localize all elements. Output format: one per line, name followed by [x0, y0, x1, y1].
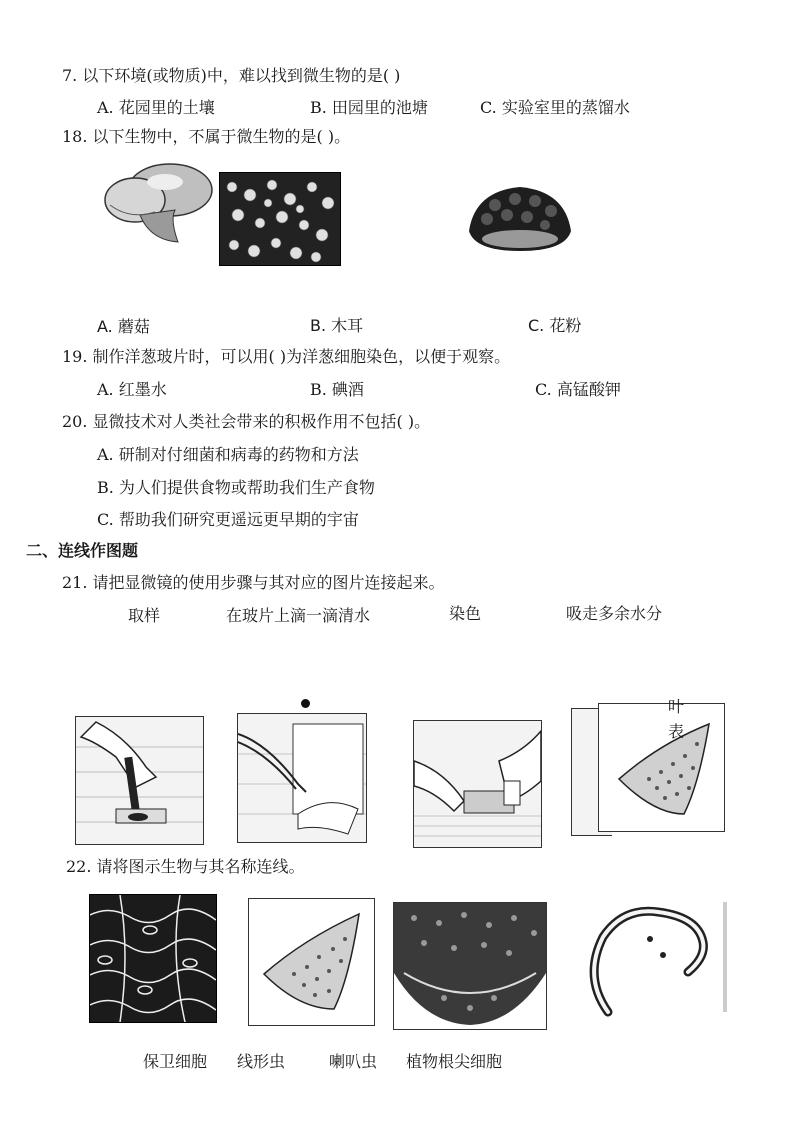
- q21-picture-tweezers[interactable]: [237, 713, 367, 843]
- q20-option-c[interactable]: C. 帮助我们研究更遥远更早期的宇宙: [97, 510, 359, 529]
- q21-picture-cells[interactable]: [598, 703, 725, 832]
- section-title: 二、连线作图题: [26, 541, 139, 560]
- q21-stem: 21. 请把显微镜的使用步骤与其对应的图片连接起来。: [62, 573, 445, 592]
- q21-step-1[interactable]: 取样: [128, 606, 161, 625]
- q17-option-b[interactable]: B. 田园里的池塘: [310, 98, 428, 117]
- q22-picture-nematode[interactable]: [578, 897, 728, 1017]
- mushroom-image: [100, 160, 216, 245]
- q21-overlay-char-2: 表: [668, 722, 685, 741]
- q20-stem: 20. 显微技术对人类社会带来的积极作用不包括( )。: [62, 412, 431, 431]
- q17-option-a[interactable]: A. 花园里的土壤: [97, 98, 215, 117]
- q19-option-c[interactable]: C. 高锰酸钾: [535, 380, 621, 399]
- q21-step-4[interactable]: 吸走多余水分: [566, 604, 663, 623]
- q22-name-2[interactable]: 线形虫: [237, 1052, 286, 1071]
- q21-step-3[interactable]: 染色: [449, 604, 482, 623]
- q20-option-b[interactable]: B. 为人们提供食物或帮助我们生产食物: [97, 478, 375, 497]
- q22-stem: 22. 请将图示生物与其名称连线。: [66, 857, 305, 876]
- q21-picture-dropper[interactable]: [75, 716, 204, 845]
- q19-stem: 19. 制作洋葱玻片时，可以用( )为洋葱细胞染色，以便于观察。: [62, 347, 511, 366]
- q18-option-b[interactable]: B. 木耳: [310, 316, 364, 335]
- q20-option-a[interactable]: A. 研制对付细菌和病毒的药物和方法: [97, 445, 359, 464]
- q22-name-3[interactable]: 喇叭虫: [329, 1052, 378, 1071]
- q22-picture-trumpet-animal[interactable]: [248, 898, 375, 1026]
- q21-step-2[interactable]: 在玻片上滴一滴清水: [226, 606, 371, 625]
- q18-option-a[interactable]: A. 蘑菇: [97, 317, 150, 336]
- dot-marker: [301, 699, 310, 708]
- q19-option-b[interactable]: B. 碘酒: [310, 380, 364, 399]
- q21-picture-blotting[interactable]: [413, 720, 542, 848]
- wood-ear-image: [219, 172, 341, 266]
- q17-stem: 7. 以下环境(或物质)中，难以找到微生物的是( ): [62, 66, 401, 85]
- q22-name-1[interactable]: 保卫细胞: [143, 1052, 208, 1071]
- q22-picture-root-tip[interactable]: [393, 902, 547, 1030]
- q18-option-c[interactable]: C. 花粉: [528, 316, 582, 335]
- q22-name-4[interactable]: 植物根尖细胞: [406, 1052, 503, 1071]
- q21-overlay-char-1: 叶: [668, 697, 685, 716]
- q18-stem: 18. 以下生物中，不属于微生物的是( )。: [62, 127, 351, 146]
- pollen-image: [465, 181, 575, 253]
- q22-picture-guard-cells[interactable]: [89, 894, 217, 1023]
- q17-option-c[interactable]: C. 实验室里的蒸馏水: [480, 98, 630, 117]
- q19-option-a[interactable]: A. 红墨水: [97, 380, 167, 399]
